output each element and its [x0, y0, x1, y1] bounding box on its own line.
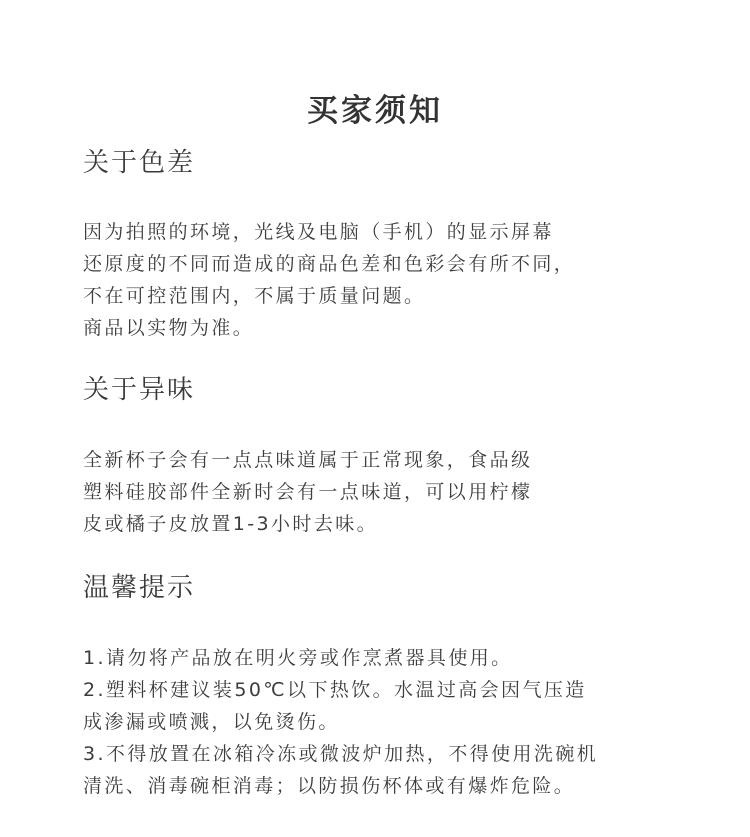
text-line: 3.不得放置在冰箱冷冻或微波炉加热，不得使用洗碗机	[83, 743, 599, 765]
section-body	[83, 444, 723, 540]
page-title: 买家须知	[307, 92, 443, 129]
section-heading: 关于异味	[83, 375, 196, 405]
section-color-difference	[83, 143, 723, 344]
text-line: 因为拍照的环境，光线及电脑（手机）的显示屏幕	[83, 221, 554, 243]
section-heading: 温馨提示	[83, 573, 196, 603]
text-line: 商品以实物为准。	[83, 317, 255, 339]
section-body	[83, 642, 723, 802]
section-body	[83, 216, 723, 344]
section-heading: 关于色差	[83, 148, 196, 178]
text-line: 1.请勿将产品放在明火旁或作烹煮器具使用。	[83, 647, 513, 669]
text-line: 清洗、消毒碗柜消毒；以防损伤杯体或有爆炸危险。	[83, 775, 576, 797]
text-line: 成渗漏或喷溅，以免烫伤。	[83, 711, 340, 733]
text-line: 还原度的不同而造成的商品色差和色彩会有所不同，	[83, 253, 576, 275]
text-line: 不在可控范围内，不属于质量问题。	[83, 285, 426, 307]
text-line: 皮或橘子皮放置1-3小时去味。	[83, 513, 379, 535]
text-line: 塑料硅胶部件全新时会有一点味道，可以用柠檬	[83, 481, 533, 503]
text-line: 2.塑料杯建议装50℃以下热饮。水温过高会因气压造	[83, 679, 587, 701]
section-odor	[83, 370, 723, 540]
section-warm-tips	[83, 568, 723, 802]
text-line: 全新杯子会有一点点味道属于正常现象，食品级	[83, 449, 533, 471]
